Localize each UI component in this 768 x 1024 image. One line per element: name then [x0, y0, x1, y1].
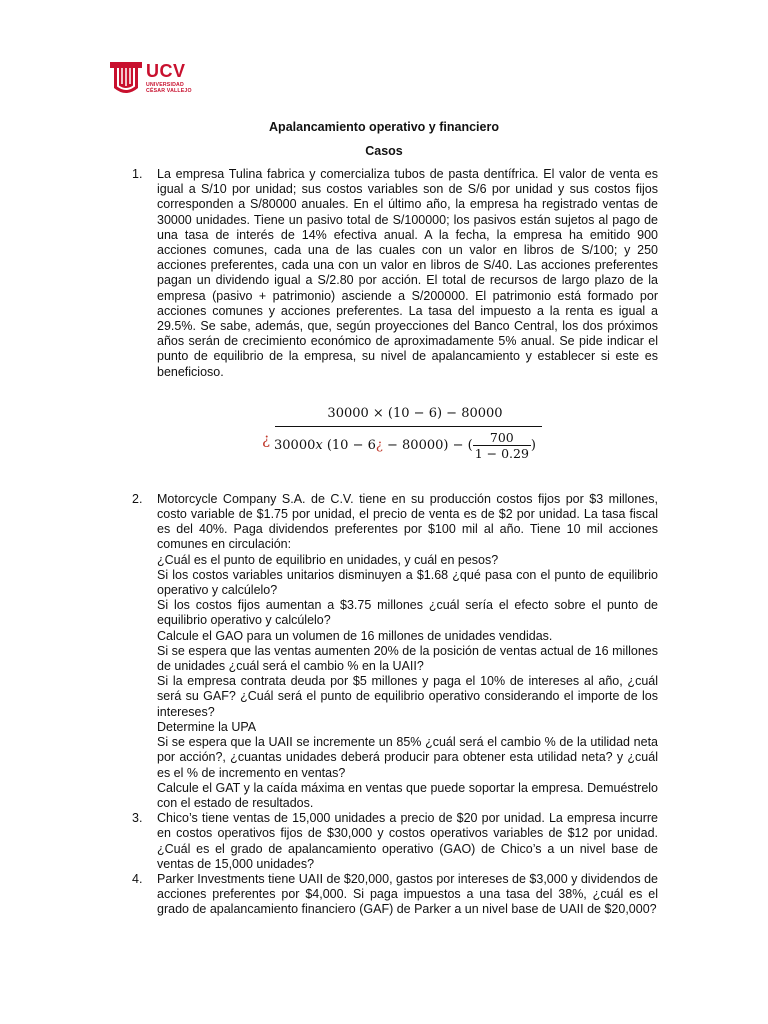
case-number: 3.	[132, 811, 143, 826]
case-question: Calcule el GAO para un volumen de 16 millones de unidades vendidas.	[157, 628, 553, 643]
case-item	[118, 492, 658, 811]
equilibrium-formula	[157, 406, 658, 482]
case-text: Parker Investments tiene UAII de $20,000, gastos por intereses de $3,000 y dividendos de acciones preferentes por $4,000. Si paga impuestos a una tasa del 38%, ¿cuál es el grado de apalancamiento financiero (GAF) de Parker a un nivel base de UAII de $20,000?	[157, 871, 659, 917]
case-question: Calcule el GAT y la caída máxima en ventas que puede soportar la empresa. Demuéstrelo con el estado de resultados.	[157, 780, 658, 810]
case-text: Motorcycle Company S.A. de C.V. tiene en su producción costos fijos por $3 millones, costo variable de $1.75 por unidad, el precio de venta es de $2 por unidad. La tasa fiscal es del 40%. Paga dividendos preferentes por $100 mil al año. Tiene 10 mil acciones comunes en circulación:	[157, 491, 658, 552]
case-question: Si se espera que las ventas aumenten 20% de la posición de ventas actual de 16 millones de unidades ¿cuál será el cambio % en la UAII?	[157, 643, 658, 674]
case-question: Determine la UPA	[157, 719, 257, 734]
case-question: Si se espera que la UAII se incremente un 85% ¿cuál será el cambio % de la utilidad neta por acción?, ¿cuantas unidades deberá producir para obtener esta utilidad neta? y ¿cuál es el % de incremento en ventas?	[157, 735, 658, 780]
case-number: 2.	[132, 491, 143, 506]
case-item	[118, 811, 658, 872]
document-title: Apalancamiento operativo y financiero	[269, 120, 499, 134]
case-number: 1.	[132, 167, 143, 181]
case-question: Si la empresa contrata deuda por $5 millones y paga el 10% de intereses al año, ¿cuál será su GAF? ¿Cuál será el punto de equilibrio operativo considerando el importe de los intereses?	[157, 674, 658, 719]
formula-prefix: ¿	[262, 429, 271, 448]
fraction-line	[275, 426, 542, 427]
case-text: La empresa Tulina fabrica y comercializa tubos de pasta dentífrica. El valor de venta es igual a S/10 por unidad; sus costos variables son de S/6 por unidad y sus costos fijos corresponden a S/80000 anuales. En el último año, la empresa ha registrado ventas de 30000 unidades. Tiene un pasivo total de S/100000; los pasivos están sujetos al pago de una tasa de interés de 14% efectiva anual. A la fecha, la empresa ha emitido 900 acciones comunes, cada una de las cuales con un valor en libros de S/100; y 250 acciones preferentes, cada una con un valor en libros de S/40. Las acciones preferentes pagan un dividendo igual a S/2.80 por acción. El total de recursos de largo plazo de la empresa (pasivo + patrimonio) asciende a S/200000. El patrimonio está formado por acciones comunes y acciones preferentes. La tasa del impuesto a la renta es igual a 29.5%. Se sabe, además, que, según proyecciones del Banco Central, los dos próximos años serán de crecimiento económico de aproximadamente 5% anual. Se pide indicar el punto de equilibrio de la empresa, su nivel de apalancamiento y establecer si este es beneficioso.	[157, 167, 658, 379]
formula-numerator: 30000 × (10 − 6) − 80000	[327, 405, 503, 421]
case-question: ¿Cuál es el punto de equilibrio en unidades, y cuál en pesos?	[157, 552, 499, 567]
cases-list	[118, 167, 658, 918]
logo-subtitle: UNIVERSIDAD CÉSAR VALLEJO	[146, 82, 192, 94]
case-text: Chico’s tiene ventas de 15,000 unidades a precio de $20 por unidad. La empresa incurre en costos operativos fijos de $30,000 y costos operativos variables de $12 por unidad. ¿Cuál es el grado de apalancamiento operativo (GAO) de Chico’s a un nivel base de ventas de 15,000 unidades?	[157, 811, 658, 871]
document-subtitle: Casos	[365, 144, 403, 158]
university-logo	[108, 58, 200, 104]
ucv-emblem-icon	[108, 58, 144, 98]
inner-fraction: $\frac{700}{1 - 0.29}$	[474, 429, 529, 461]
case-item	[118, 167, 658, 482]
case-item	[118, 872, 658, 918]
logo-name: UCV	[146, 61, 186, 81]
formula-denominator: 30000x (10 − 6¿ − 80000) − ( $\frac{700}{1 - 0.29}$ )	[274, 429, 536, 461]
case-question: Si los costos fijos aumentan a $3.75 millones ¿cuál sería el efecto sobre el punto de equilibrio operativo y calcúlelo?	[157, 598, 658, 628]
case-number: 4.	[132, 871, 143, 886]
case-question: Si los costos variables unitarios disminuyen a $1.68 ¿qué pasa con el punto de equilibrio operativo y calcúlelo?	[157, 567, 658, 598]
